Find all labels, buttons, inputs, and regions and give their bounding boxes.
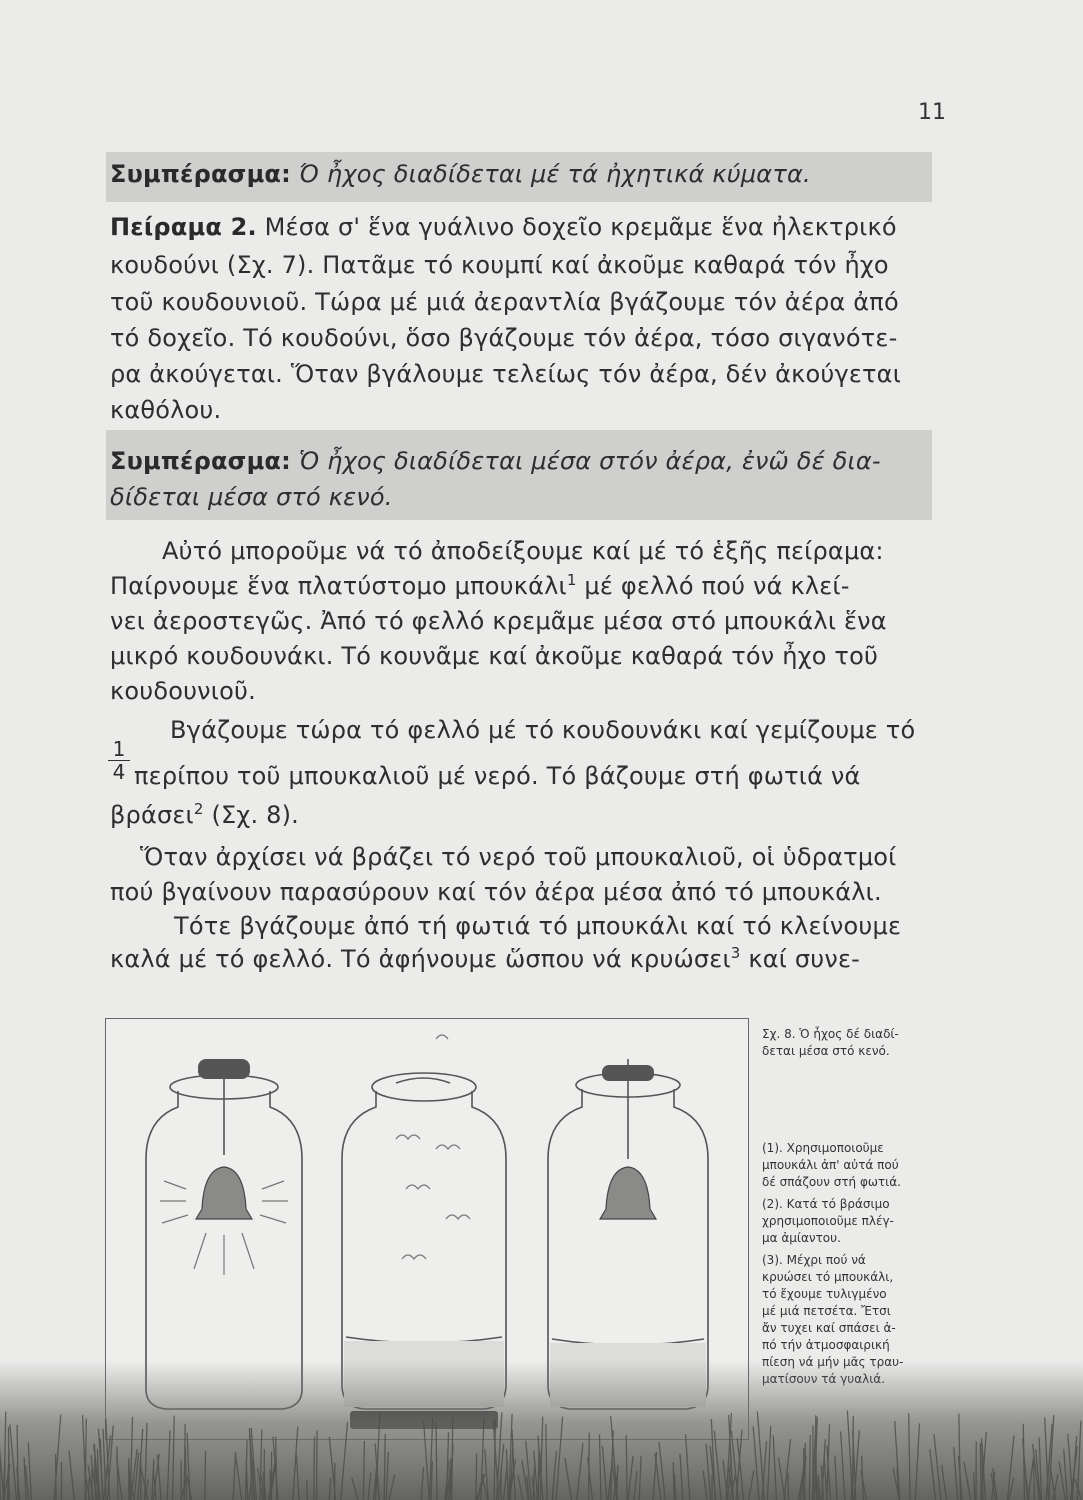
paragraph-line: Αὐτό μποροῦμε νά τό ἀποδείξουμε καί μέ τό ἑξῆς πείραμα:: [162, 537, 884, 565]
grass-blade: [314, 1437, 315, 1500]
text-segment: Παίρνουμε ἕνα πλατύστομο μπουκάλι: [110, 572, 567, 600]
cork: [198, 1059, 250, 1079]
paragraph-line: τό δοχεῖο. Τό κουδούνι, ὅσο βγάζουμε τόν ἀέρα, τόσο σιγανότε-: [110, 324, 898, 352]
paragraph-line: νει ἀεροστεγῶς. Ἀπό τό φελλό κρεμᾶμε μέσα στό μπουκάλι ἕνα: [110, 607, 887, 635]
footnote-ref: 3: [730, 944, 741, 962]
paragraph-line: Βγάζουμε τώρα τό φελλό μέ τό κουδουνάκι καί γεμίζουμε τό: [170, 716, 916, 744]
grass-blade: [788, 1473, 789, 1500]
grass-blade: [589, 1433, 590, 1500]
caption-line: δεται μέσα στό κενό.: [762, 1044, 890, 1058]
text-segment: βράσει: [110, 801, 194, 829]
grass-blade: [307, 1480, 308, 1500]
fraction-numerator: 1: [108, 738, 130, 761]
paragraph-line: μικρό κουδουνάκι. Τό κουνᾶμε καί ἀκοῦμε καθαρά τόν ἦχο τοῦ: [110, 642, 879, 670]
footnote-line: μέ μιά πετσέτα. Ἔτσι: [762, 1304, 891, 1318]
conclusion-label: Συμπέρασμα:: [110, 447, 291, 475]
footnote-ref: 1: [566, 571, 577, 589]
paragraph-line: κουδούνι (Σχ. 7). Πατᾶμε τό κουμπί καί ἀκοῦμε καθαρά τόν ἦχο: [110, 251, 889, 279]
footnote-line: κρυώσει τό μπουκάλι,: [762, 1270, 894, 1284]
footnote-line: ἄν τυχει καί σπάσει ἀ-: [762, 1321, 896, 1335]
text-segment: μέ φελλό πού νά κλεί-: [576, 572, 850, 600]
paragraph-line: Τότε βγάζουμε ἀπό τή φωτιά τό μπουκάλι καί τό κλείνουμε: [174, 912, 902, 940]
paragraph-line: [110, 572, 850, 600]
footnote-line: (3). Μέχρι πού νά: [762, 1253, 866, 1267]
paragraph-line: [110, 801, 299, 829]
conclusion-1: [110, 160, 811, 188]
grass-overlay: [0, 1360, 1083, 1500]
figure-caption: [762, 1026, 942, 1060]
cork: [602, 1065, 654, 1081]
text-segment: καλά μέ τό φελλό. Τό ἀφήνουμε ὥσπου νά κρυώσει: [110, 945, 731, 973]
steam-clouds: [396, 1035, 470, 1259]
page-number: 11: [918, 100, 946, 125]
paragraph-line: πού βγαίνουν παρασύρουν καί τόν ἀέρα μέσα ἀπό τό μπουκάλι.: [110, 878, 882, 906]
conclusion-label: Συμπέρασμα:: [110, 160, 291, 188]
conclusion-2: [110, 447, 881, 475]
grass-blade: [673, 1462, 674, 1500]
paragraph-line: καθόλου.: [110, 396, 222, 424]
bell-icon: [600, 1167, 656, 1219]
paragraph-line: τοῦ κουδουνιοῦ. Τώρα μέ μιά ἀεραντλία βγάζουμε τόν ἀέρα ἀπό: [110, 288, 899, 316]
conclusion-text: δίδεται μέσα στό κενό.: [110, 483, 393, 511]
footnote-line: δέ σπάζουν στή φωτιά.: [762, 1175, 901, 1189]
footnote-line: μπουκάλι ἀπ' αὐτά πού: [762, 1158, 899, 1172]
paragraph-line: Ὅταν ἀρχίσει νά βράζει τό νερό τοῦ μπουκαλιοῦ, οἱ ὑδρατμοί: [140, 843, 897, 871]
paragraph-line: [110, 945, 860, 973]
grass-blade: [803, 1448, 804, 1500]
footnote-line: (2). Κατά τό βράσιμο: [762, 1197, 890, 1211]
grass-blade: [476, 1454, 477, 1500]
conclusion-text: Ὁ ἦχος διαδίδεται μέσα στόν ἀέρα, ἐνῶ δέ δια-: [290, 447, 881, 475]
footnote-line: τό ἔχουμε τυλιγμένο: [762, 1287, 887, 1301]
footnote-line: (1). Χρησιμοποιοῦμε: [762, 1141, 884, 1155]
footnote-line: χρησιμοποιοῦμε πλέγ-: [762, 1214, 894, 1228]
paragraph-line: ρα ἀκούγεται. Ὅταν βγάλουμε τελείως τόν ἀέρα, δέν ἀκούγεται: [110, 360, 902, 388]
text-segment: καί συνε-: [740, 945, 861, 973]
grass-blade: [205, 1451, 206, 1500]
paragraph-line: κουδουνιοῦ.: [110, 677, 256, 705]
bell-icon: [196, 1167, 252, 1219]
footnote-1: [762, 1140, 944, 1191]
text-segment: (Σχ. 8).: [203, 801, 299, 829]
footnote-line: πό τήν ἀτμοσφαιρική: [762, 1338, 890, 1352]
footnote-line: μα ἀμίαντου.: [762, 1231, 841, 1245]
fraction-denominator: 4: [112, 760, 126, 784]
caption-line: Σχ. 8. Ὁ ἦχος δέ διαδί-: [762, 1027, 899, 1041]
grass-blade: [8, 1451, 9, 1500]
grass-blade: [809, 1435, 810, 1500]
grass-blade: [853, 1416, 854, 1500]
footnote-ref: 2: [193, 800, 204, 818]
footnote-2: [762, 1196, 944, 1247]
grass-blade: [538, 1449, 539, 1500]
grass-blade: [317, 1431, 318, 1500]
paragraph-line: περίπου τοῦ μπουκαλιοῦ μέ νερό. Τό βάζουμε στή φωτιά νά: [134, 762, 861, 790]
experiment-2-line: [110, 213, 897, 241]
experiment-label: Πείραμα 2.: [110, 213, 257, 241]
conclusion-text: Ό ἦχος διαδίδεται μέ τά ἠχητικά κύματα.: [290, 160, 811, 188]
fraction: [108, 738, 130, 783]
text-segment: Μέσα σ' ἕνα γυάλινο δοχεῖο κρεμᾶμε ἕνα ἠλεκτρικό: [256, 213, 897, 241]
